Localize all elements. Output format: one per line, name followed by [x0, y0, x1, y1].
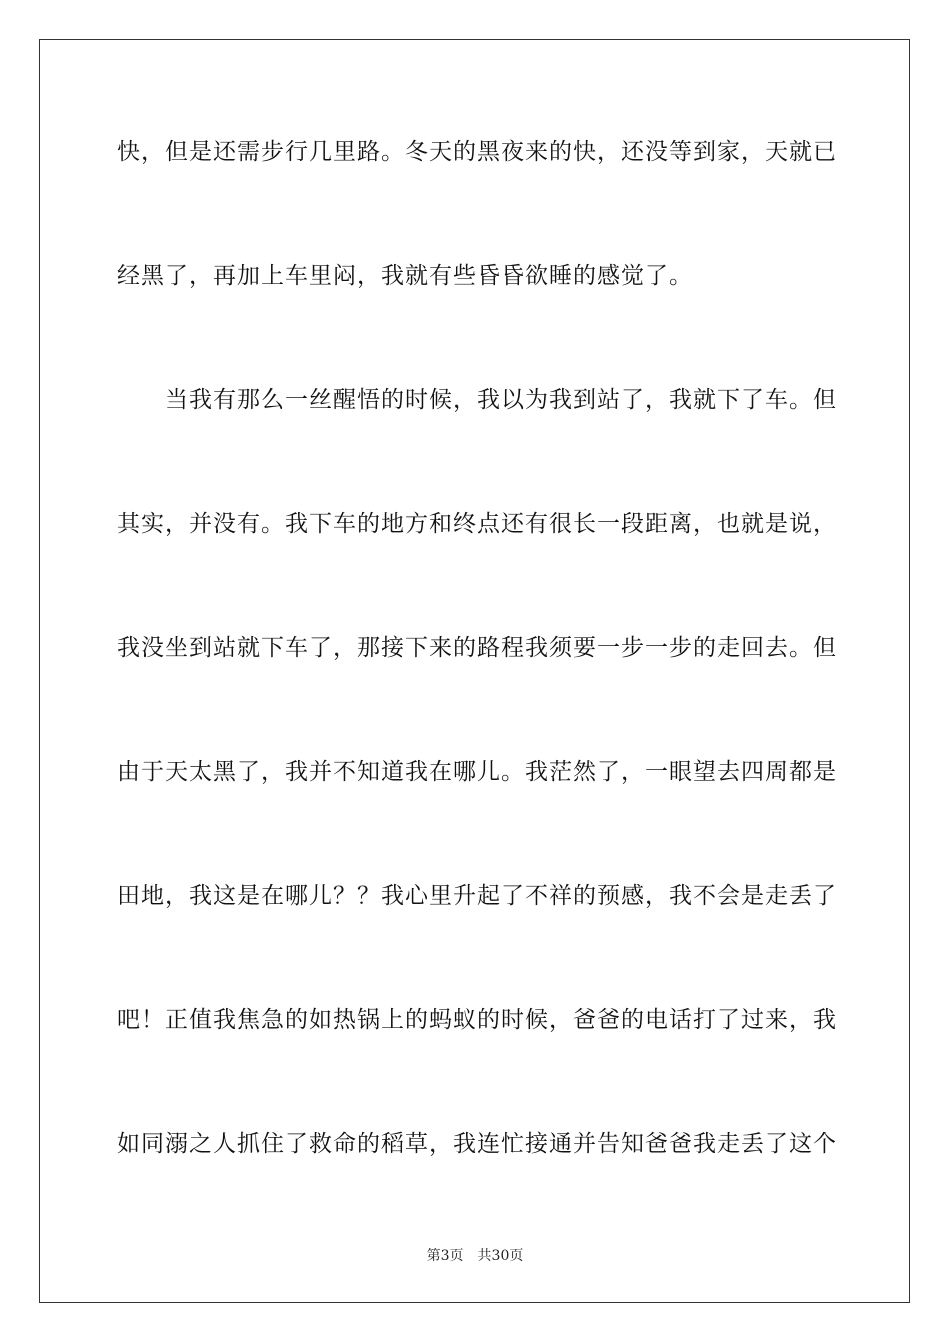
- page-footer: [0, 1246, 950, 1266]
- page-number: 第3页: [426, 1248, 464, 1264]
- text-line-7: 田地，我这是在哪儿？？我心里升起了不祥的预感，我不会是走丢了: [117, 883, 837, 909]
- text-line-9: 如同溺之人抓住了救命的稻草，我连忙接通并告知爸爸我走丢了这个: [117, 1131, 837, 1157]
- text-line-4: 其实，并没有。我下车的地方和终点还有很长一段距离，也就是说，: [117, 511, 837, 537]
- text-line-3: 当我有那么一丝醒悟的时候，我以为我到站了，我就下了车。但: [165, 387, 837, 413]
- text-line-5: 我没坐到站就下车了，那接下来的路程我须要一步一步的走回去。但: [117, 635, 837, 661]
- page-frame: [39, 39, 910, 1303]
- text-line-2: 经黑了，再加上车里闷，我就有些昏昏欲睡的感觉了。: [117, 263, 693, 289]
- text-line-6: 由于天太黑了，我并不知道我在哪儿。我茫然了，一眼望去四周都是: [117, 759, 837, 785]
- page-total: 共30页: [477, 1248, 524, 1264]
- text-line-1: 快，但是还需步行几里路。冬天的黑夜来的快，还没等到家，天就已: [117, 139, 837, 165]
- text-line-8: 吧！正值我焦急的如热锅上的蚂蚁的时候，爸爸的电话打了过来，我: [117, 1007, 837, 1033]
